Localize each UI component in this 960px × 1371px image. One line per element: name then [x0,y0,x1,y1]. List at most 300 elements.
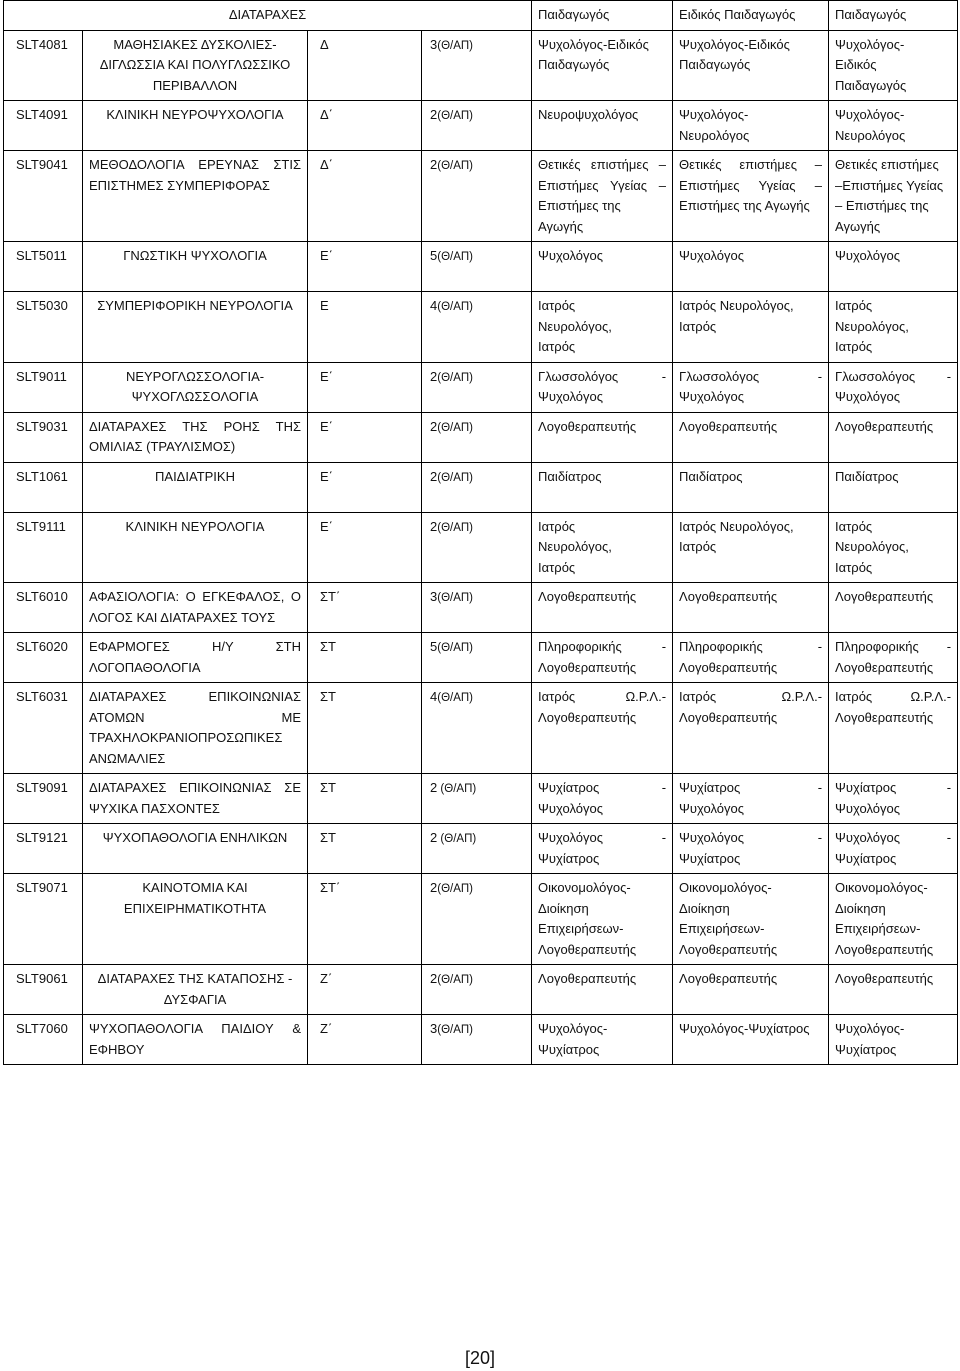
faculty-line: Ψυχίατρος [835,850,897,866]
course-title [83,874,308,965]
course-title [83,242,308,292]
header-col1: Παιδαγωγός [532,1,673,31]
hours-type: (Θ/ΑΠ) [437,110,474,122]
credits-value: 2 [430,780,438,795]
faculty-specialty-1 [532,462,673,512]
semester: Ε΄ [308,242,422,292]
credits-cell [422,242,532,292]
hours-type: (Θ/ΑΠ) [437,471,474,484]
table-row [4,1015,958,1065]
table-row [4,242,958,292]
hours-type: (Θ/ΑΠ) [437,642,474,654]
credits-value: 2 [430,971,438,986]
faculty-line: Επιχειρήσεων- [679,921,765,936]
credits-cell [422,583,532,633]
faculty-specialty-2 [673,30,829,101]
faculty-line: Ψυχολόγος [679,389,744,404]
course-title-line: ΑΝΩΜΑΛΙΕΣ [89,750,166,766]
table-row [4,412,958,462]
hours-type: (Θ/ΑΠ) [437,521,474,534]
table-row [4,101,958,151]
faculty-specialty-1 [532,874,673,965]
faculty-specialty-2 [673,462,829,512]
course-title [83,683,308,774]
faculty-line: Οικονομολόγος- [679,880,772,895]
credits-cell [422,824,532,874]
course-title-line: ΚΑΙΝΟΤΟΜΙΑ ΚΑΙ [142,880,248,895]
header-col2: Ειδικός Παιδαγωγός [673,1,829,31]
faculty-line: Ψυχολόγος [679,800,744,816]
faculty-line: Λογοθεραπευτής [679,418,778,434]
faculty-specialty-1 [532,151,673,242]
faculty-line: Επιστήμες Υγείας – [538,177,667,193]
semester: Ζ΄ [308,965,422,1015]
credits-value: 5 [430,639,438,654]
course-title-line: ΔΙΑΤΑΡΑΧΕΣ ΕΠΙΚΟΙΝΩΝΙΑΣ ΣΕ [89,780,301,795]
faculty-line: Πληροφορικής - [679,639,823,654]
faculty-specialty-1 [532,824,673,874]
semester: Ε΄ [308,462,422,512]
faculty-line: Γλωσσολόγος - [538,368,667,384]
header-col3: Παιδαγωγός [829,1,958,31]
hours-type: (Θ/ΑΠ) [437,371,474,384]
hours-type: (Θ/ΑΠ) [437,251,474,263]
faculty-specialty-2 [673,412,829,462]
faculty-line: Νευρολόγος [835,127,906,143]
course-code: SLT9041 [4,151,83,242]
credits-value: 3 [430,589,438,604]
credits-cell [422,512,532,583]
credits-cell [422,1015,532,1065]
faculty-specialty-2 [673,512,829,583]
faculty-specialty-2 [673,1015,829,1065]
faculty-line: Πληροφορικής - [835,639,952,654]
faculty-specialty-1 [532,583,673,633]
credits-cell [422,874,532,965]
blank-line [679,487,822,508]
course-title-line: ΠΑΙΔΙΑΤΡΙΚΗ [155,468,235,484]
faculty-line: Ειδικός [835,57,877,72]
course-title-line: ΑΤΟΜΩΝ ΜΕ [89,709,301,725]
course-title-line: ΑΦΑΣΙΟΛΟΓΙΑ: Ο ΕΓΚΕΦΑΛΟΣ, Ο [89,589,301,604]
credits-cell [422,30,532,101]
table-row [4,462,958,512]
faculty-line: Γλωσσολόγος - [679,368,823,384]
course-title-line: ΔΙΑΤΑΡΑΧΕΣ ΤΗΣ ΡΟΗΣ ΤΗΣ [89,418,301,434]
faculty-specialty-1 [532,362,673,412]
faculty-line: Νευρολόγος, [835,539,909,554]
credits-cell [422,412,532,462]
credits-value: 4 [430,689,438,704]
faculty-line: Ιατρός [679,318,717,334]
faculty-line: – Επιστήμες της [835,198,929,213]
faculty-line: Θετικές επιστήμες [835,157,939,172]
faculty-line: Διοίκηση [538,900,589,916]
faculty-line: Ψυχολόγος [538,248,603,263]
course-title-line: ΠΕΡΙΒΑΛΛΟΝ [152,77,238,93]
faculty-line: Αγωγής [538,218,584,234]
credits-cell [422,774,532,824]
course-code: SLT1061 [4,462,83,512]
faculty-specialty-1 [532,292,673,363]
credits-value: 2 [430,368,438,384]
faculty-line: Λογοθεραπευτής [538,589,637,604]
hours-type: (Θ/ΑΠ) [437,301,474,313]
faculty-line: Λογοθεραπευτής [679,941,778,957]
faculty-line: Επιστήμες Υγείας – [679,177,823,193]
faculty-line: Νευροψυχολόγος [538,107,639,122]
semester: Ε΄ [308,412,422,462]
course-title-line: ΜΑΘΗΣΙΑΚΕΣ ΔΥΣΚΟΛΙΕΣ- [113,36,277,52]
faculty-line: Παιδίατρος [538,468,602,484]
faculty-line: Ψυχολόγος- [835,107,905,122]
table-row [4,965,958,1015]
semester: Δ [308,30,422,101]
credits-value: 4 [430,298,438,313]
faculty-line: Ιατρός [835,339,873,354]
hours-type: (Θ/ΑΠ) [437,39,474,52]
faculty-line: Ψυχολόγος- [835,36,905,52]
faculty-line: Παιδαγωγός [835,77,907,93]
faculty-specialty-2 [673,292,829,363]
faculty-specialty-1 [532,30,673,101]
credits-value: 3 [430,1021,438,1036]
course-code: SLT9071 [4,874,83,965]
faculty-specialty-3 [829,292,958,363]
course-title [83,774,308,824]
semester: ΣΤ΄ [308,874,422,965]
faculty-specialty-1 [532,965,673,1015]
faculty-line: Νευρολόγος [679,127,750,143]
semester: ΣΤ [308,633,422,683]
course-title-line: ΔΙΑΤΑΡΑΧΕΣ ΤΗΣ ΚΑΤΑΠΟΣΗΣ - [97,971,293,986]
course-title-line: ΚΛΙΝΙΚΗ ΝΕΥΡΟΛΟΓΙΑ [125,518,265,534]
credits-cell [422,101,532,151]
faculty-line: Θετικές επιστήμες – [538,157,667,172]
faculty-line: Ψυχολόγος [538,389,603,404]
faculty-specialty-3 [829,1015,958,1065]
course-title-line: ΕΦΑΡΜΟΓΕΣ Η/Υ ΣΤΗ [89,639,301,654]
credits-cell [422,633,532,683]
faculty-line: Λογοθεραπευτής [679,971,778,986]
faculty-line: Ψυχολόγος- [835,1021,905,1036]
faculty-specialty-3 [829,633,958,683]
course-title [83,101,308,151]
faculty-specialty-3 [829,462,958,512]
faculty-specialty-3 [829,412,958,462]
faculty-line: Λογοθεραπευτής [538,971,637,986]
faculty-line: Αγωγής [835,218,881,234]
faculty-specialty-1 [532,242,673,292]
faculty-line: Λογοθεραπευτής [835,709,934,725]
credits-value: 2 [430,107,438,122]
course-title-line: ΨΥΧΟΠΑΘΟΛΟΓΙΑ ΠΑΙΔΙΟΥ & [89,1021,301,1036]
faculty-line: Ψυχολόγος-Ειδικός [679,36,790,52]
course-title-line: ΕΠΙΧΕΙΡΗΜΑΤΙΚΟΤΗΤΑ [123,900,267,916]
faculty-line: Λογοθεραπευτής [538,941,637,957]
blank-line [835,487,951,508]
faculty-line: Επιστήμες της Αγωγής [679,198,810,213]
faculty-line: –Επιστήμες Υγείας [835,177,944,193]
course-title-line: ΨΥΧΟΓΛΩΣΣΟΛΟΓΙΑ [131,389,259,404]
hours-type: (Θ/ΑΠ) [437,160,474,172]
course-title [83,965,308,1015]
faculty-specialty-2 [673,683,829,774]
faculty-specialty-3 [829,512,958,583]
faculty-line: Ψυχολόγος [835,248,900,263]
course-title [83,633,308,683]
faculty-specialty-1 [532,512,673,583]
credits-value: 2 [430,830,438,845]
faculty-specialty-3 [829,683,958,774]
faculty-specialty-3 [829,362,958,412]
faculty-line: Λογοθεραπευτής [679,589,778,604]
faculty-line: Λογοθεραπευτής [835,941,934,957]
semester: Δ΄ [308,151,422,242]
faculty-specialty-3 [829,965,958,1015]
faculty-line: Ψυχολόγος- [679,107,749,122]
course-title [83,151,308,242]
faculty-specialty-1 [532,633,673,683]
courses-table-body [4,1,958,1065]
faculty-specialty-3 [829,101,958,151]
faculty-line: Ιατρός Ω.Ρ.Λ.- [538,689,667,704]
faculty-specialty-2 [673,583,829,633]
credits-cell [422,151,532,242]
course-title-line: ΔΙΓΛΩΣΣΙΑ ΚΑΙ ΠΟΛΥΓΛΩΣΣΙΚΟ [99,57,291,72]
course-code: SLT6010 [4,583,83,633]
course-title [83,583,308,633]
course-title-line: ΔΙΑΤΑΡΑΧΕΣ ΕΠΙΚΟΙΝΩΝΙΑΣ [89,689,301,704]
table-row [4,151,958,242]
semester: ΣΤ΄ [308,583,422,633]
header-title: ΔΙΑΤΑΡΑΧΕΣ [4,1,532,31]
faculty-line: Επιστήμες της [538,198,621,213]
faculty-line: Γλωσσολόγος - [835,368,952,384]
credits-cell [422,362,532,412]
faculty-specialty-3 [829,774,958,824]
credits-value: 3 [430,36,438,52]
faculty-line: Ψυχολόγος [538,800,603,816]
course-code: SLT9011 [4,362,83,412]
faculty-specialty-1 [532,1015,673,1065]
course-code: SLT9061 [4,965,83,1015]
faculty-line: Ψυχολόγος [835,800,900,816]
faculty-line: Ιατρός [538,559,576,575]
credits-cell [422,462,532,512]
credits-value: 2 [430,518,438,534]
faculty-specialty-2 [673,774,829,824]
faculty-specialty-2 [673,242,829,292]
faculty-specialty-3 [829,874,958,965]
course-title-line: ΔΥΣΦΑΓΙΑ [163,991,227,1007]
faculty-specialty-3 [829,824,958,874]
course-code: SLT6020 [4,633,83,683]
course-title-line: ΓΝΩΣΤΙΚΗ ΨΥΧΟΛΟΓΙΑ [123,248,267,263]
table-row [4,683,958,774]
faculty-line: Διοίκηση [679,900,730,916]
faculty-specialty-3 [829,30,958,101]
course-title-line: ΚΛΙΝΙΚΗ ΝΕΥΡΟΨΥΧΟΛΟΓΙΑ [106,107,284,122]
faculty-line: Ψυχίατρος [835,1041,897,1057]
faculty-line: Ψυχολόγος - [538,830,667,845]
course-title-line: ΕΠΙΣΤΗΜΕΣ ΣΥΜΠΕΡΙΦΟΡΑΣ [89,177,270,193]
faculty-line: Οικονομολόγος- [538,880,631,895]
faculty-line: Ψυχολόγος - [835,830,952,845]
faculty-line: Ιατρός [538,298,576,313]
table-row [4,874,958,965]
faculty-line: Ψυχίατρος - [835,780,952,795]
course-title-line: ΝΕΥΡΟΓΛΩΣΣΟΛΟΓΙΑ- [125,368,265,384]
course-code: SLT9091 [4,774,83,824]
faculty-line: Ιατρός Νευρολόγος, [679,298,794,313]
course-title-line: ΕΦΗΒΟΥ [89,1041,145,1057]
table-row [4,512,958,583]
faculty-specialty-2 [673,362,829,412]
hours-type: (Θ/ΑΠ) [437,883,474,895]
course-title-line: ΛΟΓΟΠΑΘΟΛΟΓΙΑ [89,659,201,675]
faculty-line: Οικονομολόγος- [835,880,928,895]
faculty-line: Παιδίατρος [679,468,743,484]
course-code: SLT9121 [4,824,83,874]
faculty-specialty-2 [673,151,829,242]
course-title [83,462,308,512]
faculty-line: Ψυχίατρος [538,1041,600,1057]
hours-type: (Θ/ΑΠ) [437,974,474,986]
faculty-line: Ιατρός Νευρολόγος, [679,518,794,534]
course-title [83,824,308,874]
course-code: SLT9111 [4,512,83,583]
faculty-line: Νευρολόγος, [538,318,612,334]
faculty-line: Ιατρός [538,518,576,534]
course-code: SLT5011 [4,242,83,292]
credits-value: 2 [430,880,438,895]
faculty-line: Ψυχολόγος [835,389,900,404]
course-code: SLT6031 [4,683,83,774]
faculty-line: Ψυχίατρος - [679,780,823,795]
course-code: SLT5030 [4,292,83,363]
faculty-line: Ιατρός Ω.Ρ.Λ.- [835,689,952,704]
credits-cell [422,292,532,363]
faculty-specialty-2 [673,965,829,1015]
faculty-line: Θετικές επιστήμες – [679,157,823,172]
faculty-line: Παιδίατρος [835,468,899,484]
faculty-line: Λογοθεραπευτής [835,418,934,434]
hours-type: (Θ/ΑΠ) [437,1024,474,1036]
hours-type: (Θ/ΑΠ) [437,692,474,704]
faculty-line: Ιατρός [835,298,873,313]
faculty-line: Λογοθεραπευτής [679,709,778,725]
credits-value: 2 [430,468,438,484]
faculty-specialty-1 [532,774,673,824]
table-row [4,774,958,824]
course-title [83,412,308,462]
course-title [83,292,308,363]
blank-line [679,267,822,288]
hours-type: (Θ/ΑΠ) [437,783,477,795]
faculty-specialty-1 [532,683,673,774]
faculty-specialty-1 [532,101,673,151]
faculty-specialty-3 [829,151,958,242]
faculty-line: Ιατρός [835,518,873,534]
course-code: SLT4091 [4,101,83,151]
course-title-line: ΨΥΧΟΠΑΘΟΛΟΓΙΑ ΕΝΗΛΙΚΩΝ [102,830,288,845]
hours-type: (Θ/ΑΠ) [437,421,474,434]
semester: Δ΄ [308,101,422,151]
faculty-specialty-3 [829,242,958,292]
course-title [83,512,308,583]
hours-type: (Θ/ΑΠ) [437,592,474,604]
faculty-line: Επιχειρήσεων- [835,921,921,936]
blank-line [835,267,951,288]
table-row [4,362,958,412]
course-title [83,30,308,101]
faculty-specialty-2 [673,633,829,683]
faculty-line: Ιατρός [679,539,717,554]
hours-type: (Θ/ΑΠ) [437,833,477,845]
semester: Ζ΄ [308,1015,422,1065]
blank-line [538,267,666,288]
course-title-line: ΤΡΑΧΗΛΟΚΡΑΝΙΟΠΡΟΣΩΠΙΚΕΣ [89,730,283,745]
page-number: [20] [464,1348,496,1368]
faculty-line: Ψυχολόγος [679,248,744,263]
courses-table [3,0,958,1065]
faculty-line: Λογοθεραπευτής [835,659,934,675]
semester: Ε΄ [308,362,422,412]
table-row [4,633,958,683]
faculty-line: Νευρολόγος, [538,539,612,554]
faculty-line: Παιδαγωγός [538,57,610,72]
faculty-line: Λογοθεραπευτής [538,659,637,675]
faculty-line: Ψυχολόγος- [538,1021,608,1036]
credits-cell [422,683,532,774]
faculty-line: Ψυχολόγος-Ψυχίατρος [679,1021,810,1036]
faculty-line: Λογοθεραπευτής [835,589,934,604]
semester: ΣΤ [308,683,422,774]
semester: ΣΤ [308,824,422,874]
faculty-specialty-2 [673,101,829,151]
faculty-line: Νευρολόγος, [835,318,909,334]
semester: Ε [308,292,422,363]
faculty-specialty-3 [829,583,958,633]
course-title-line: ΛΟΓΟΣ ΚΑΙ ΔΙΑΤΑΡΑΧΕΣ ΤΟΥΣ [89,609,276,625]
table-row [4,583,958,633]
semester: ΣΤ [308,774,422,824]
credits-value: 2 [430,157,438,172]
faculty-line: Ψυχίατρος [538,850,600,866]
faculty-specialty-2 [673,824,829,874]
faculty-line: Πληροφορικής - [538,639,667,654]
faculty-line: Παιδαγωγός [679,57,751,72]
header-row [4,1,958,31]
faculty-line: Ψυχολόγος-Ειδικός [538,36,649,52]
credits-value: 2 [430,418,438,434]
course-title-line: ΨΥΧΙΚΑ ΠΑΣΧΟΝΤΕΣ [89,800,220,816]
faculty-line: Ψυχίατρος [679,850,741,866]
faculty-line: Ιατρός [538,339,576,354]
faculty-line: Λογοθεραπευτής [835,971,934,986]
course-code: SLT7060 [4,1015,83,1065]
table-row [4,824,958,874]
course-code: SLT9031 [4,412,83,462]
credits-cell [422,965,532,1015]
faculty-specialty-1 [532,412,673,462]
faculty-line: Ιατρός [835,559,873,575]
faculty-line: Ψυχολόγος - [679,830,823,845]
course-title-line: ΣΥΜΠΕΡΙΦΟΡΙΚΗ ΝΕΥΡΟΛΟΓΙΑ [97,298,293,313]
faculty-line: Λογοθεραπευτής [538,709,637,725]
course-code: SLT4081 [4,30,83,101]
